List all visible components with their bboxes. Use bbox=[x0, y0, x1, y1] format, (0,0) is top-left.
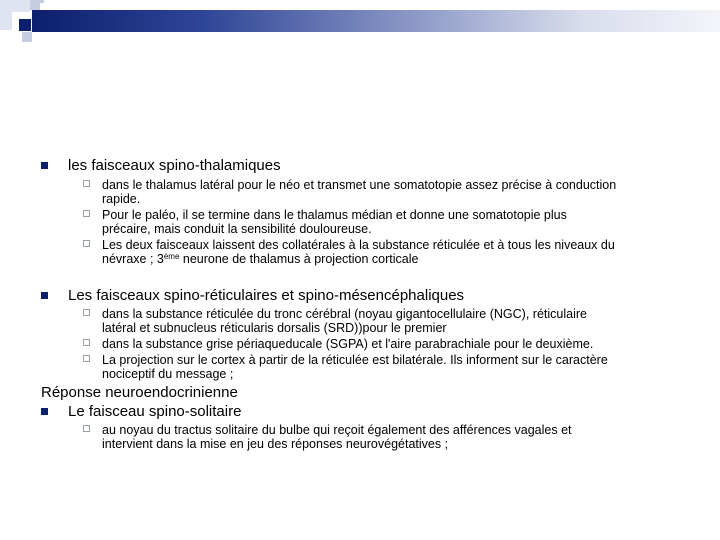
header-gradient-bar bbox=[32, 10, 720, 32]
square-bullet-icon bbox=[41, 162, 48, 169]
sub-bullet-text: dans le thalamus latéral pour le néo et transmet une somatotopie assez précise à conduction rapide. bbox=[102, 178, 617, 206]
sub-bullet-text: dans la substance grise périaqueducale (SGPA) et l'aire parabrachiale pour le deuxième. bbox=[102, 337, 594, 351]
section-title: les faisceaux spino-thalamiques bbox=[68, 157, 281, 174]
hollow-square-bullet-icon bbox=[83, 240, 90, 247]
hollow-square-bullet-icon bbox=[83, 339, 90, 346]
section-title: Le faisceau spino-solitaire bbox=[68, 403, 242, 420]
square-bullet-icon bbox=[41, 292, 48, 299]
sub-bullet-text: au noyau du tractus solitaire du bulbe qui reçoit également des afférences vagales et intervient dans la mise en jeu des réponses neurovégétatives ; bbox=[102, 423, 572, 451]
header-square bbox=[19, 19, 31, 31]
hollow-square-bullet-icon bbox=[83, 425, 90, 432]
sub-bullet-text: Les deux faisceaux laissent des collatérales à la substance réticulée et à tous les niveaux du névraxe ; 3ème neurone de thalamus à projection corticale bbox=[102, 238, 615, 266]
sub-bullet-text: La projection sur le cortex à partir de la réticulée est bilatérale. Ils informent sur le caractère nociceptif du message ; bbox=[102, 353, 608, 381]
sub-bullet-text: dans la substance réticulée du tronc cérébral (noyau gigantocellulaire (NGC), réticulaire latéral et subnucleus réticularis dorsalis (SRD))pour le premier bbox=[102, 307, 587, 335]
header-square bbox=[22, 32, 32, 42]
sub-bullet-text: Pour le paléo, il se termine dans le thalamus médian et donne une somatotopie plus précaire, mais conduit la sensibilité douloureuse. bbox=[102, 208, 567, 236]
section-title: Les faisceaux spino-réticulaires et spino-mésencéphaliques bbox=[68, 287, 465, 304]
heading-reponse-neuroendocrinienne: Réponse neuroendocrinienne bbox=[41, 384, 238, 401]
hollow-square-bullet-icon bbox=[83, 355, 90, 362]
hollow-square-bullet-icon bbox=[83, 210, 90, 217]
hollow-square-bullet-icon bbox=[83, 309, 90, 316]
hollow-square-bullet-icon bbox=[83, 180, 90, 187]
square-bullet-icon bbox=[41, 408, 48, 415]
